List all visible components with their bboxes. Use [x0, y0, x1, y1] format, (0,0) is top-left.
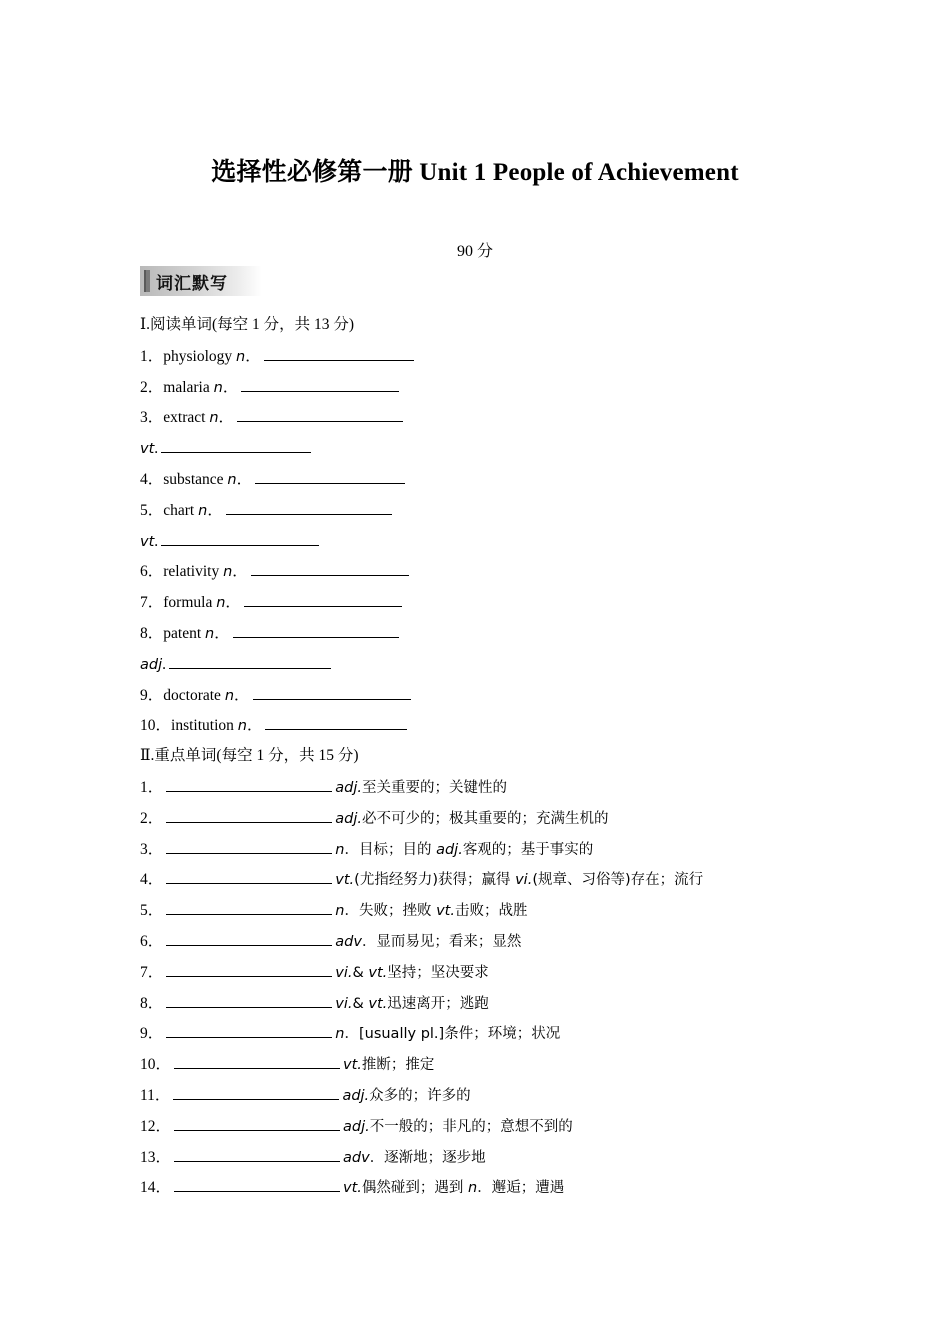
answer-blank[interactable] [169, 652, 331, 669]
answer-blank[interactable] [166, 837, 332, 854]
item-pos: vt. [343, 1057, 362, 1074]
key-item [140, 867, 840, 898]
item-pos: adj. [335, 810, 362, 827]
item-pos: n [468, 1180, 478, 1197]
key-word-list [140, 775, 840, 1206]
item-number: 6． [140, 563, 164, 581]
item-pos: n [236, 348, 246, 365]
item-number: 3． [140, 840, 164, 858]
reading-item [140, 652, 840, 683]
item-meaning: 偶然碰到；遇到 [361, 1180, 469, 1197]
item-pos: adj. [436, 841, 463, 858]
reading-item [140, 683, 840, 714]
item-meaning: (尤指经努力)获得；赢得 [354, 872, 516, 889]
answer-blank[interactable] [174, 1114, 340, 1131]
item-number: 5． [140, 902, 164, 920]
item-sep: ． [236, 470, 253, 488]
item-meaning: 至关重要的；关键性的 [362, 779, 507, 796]
section-badge [140, 266, 262, 296]
item-word: doctorate [163, 686, 225, 704]
answer-blank[interactable] [161, 529, 319, 546]
item-sep: ． [245, 347, 261, 365]
answer-blank[interactable] [265, 713, 407, 730]
section-heading-reading: Ⅰ.阅读单词(每空 1 分，共 13 分) [140, 316, 355, 333]
item-meaning: & [352, 964, 369, 981]
item-pos: vi. [335, 964, 353, 981]
item-number: 2． [140, 809, 164, 827]
key-item [140, 1114, 840, 1145]
item-number: 2． [140, 378, 164, 396]
reading-item [140, 713, 840, 744]
answer-blank[interactable] [161, 436, 311, 453]
item-meaning: 客观的；基于事实的 [462, 841, 594, 858]
item-meaning: 众多的；许多的 [369, 1087, 471, 1104]
item-meaning: 坚持；坚决要求 [387, 964, 489, 981]
answer-blank[interactable] [166, 960, 332, 977]
item-meaning: 必不可少的；极其重要的；充满生机的 [362, 810, 609, 827]
item-number: 4． [140, 871, 164, 889]
section-heading-key: Ⅱ.重点单词(每空 1 分，共 15 分) [140, 747, 359, 765]
item-word: malaria [163, 378, 214, 396]
key-item [140, 837, 840, 868]
item-pos: n [224, 687, 235, 704]
item-meaning: ．失败；挫败 [344, 903, 437, 920]
item-pos: vt. [436, 903, 455, 920]
item-pos: n [335, 1026, 345, 1043]
answer-blank[interactable] [251, 559, 409, 576]
item-sep: ． [225, 594, 241, 612]
item-meaning: 不一般的；非凡的；意想不到的 [369, 1118, 573, 1135]
key-item [140, 960, 840, 991]
answer-blank[interactable] [173, 1083, 339, 1100]
item-sep: ． [214, 624, 230, 642]
item-meaning: & [352, 995, 369, 1012]
item-meaning: ．[usually pl.]条件；环境；状况 [344, 1026, 561, 1043]
item-pos: vt. [368, 995, 388, 1012]
answer-blank[interactable] [226, 498, 392, 515]
item-pos: adv [343, 1149, 370, 1166]
item-number: 14． [140, 1179, 172, 1197]
reading-item [140, 621, 840, 652]
badge-label: 词汇默写 [156, 273, 228, 294]
item-number: 10． [140, 1056, 172, 1074]
item-pos: n [205, 625, 215, 642]
item-number: 1． [140, 778, 164, 796]
item-word: extract [163, 409, 210, 427]
item-pos: n [335, 903, 345, 920]
item-pos: vt. [343, 1180, 362, 1197]
key-item [140, 991, 840, 1022]
item-number: 4． [140, 470, 164, 488]
item-pos: vt [140, 441, 155, 458]
reading-item [140, 344, 840, 375]
reading-item [140, 405, 840, 436]
answer-blank[interactable] [166, 806, 332, 823]
exercise-list [140, 313, 840, 1206]
answer-blank[interactable] [166, 1021, 332, 1038]
reading-item [140, 467, 840, 498]
reading-item [140, 590, 840, 621]
item-pos: n [213, 379, 223, 396]
reading-item [140, 559, 840, 590]
answer-blank[interactable] [174, 1145, 340, 1162]
key-item [140, 1175, 840, 1206]
item-number: 8． [140, 624, 164, 642]
item-meaning: ．逐渐地；逐步地 [369, 1149, 486, 1166]
item-sep: ． [207, 501, 223, 519]
item-number: 5． [140, 501, 164, 519]
answer-blank[interactable] [255, 467, 405, 484]
answer-blank[interactable] [264, 344, 414, 361]
answer-blank[interactable] [241, 375, 399, 392]
item-meaning: ．邂逅；遭遇 [477, 1180, 565, 1197]
item-pos: vi. [515, 872, 533, 889]
item-pos: adv [335, 933, 362, 950]
item-number: 11． [140, 1086, 171, 1104]
answer-blank[interactable] [166, 929, 332, 946]
item-word: physiology [163, 347, 237, 365]
item-number: 8． [140, 994, 164, 1012]
item-word: patent [163, 624, 206, 642]
item-word: relativity [163, 563, 224, 581]
item-sep: ． [246, 717, 263, 735]
item-pos: n [237, 718, 247, 735]
item-pos: n [335, 841, 345, 858]
item-number: 9． [140, 1025, 164, 1043]
item-pos: adj. [335, 779, 362, 796]
item-number: 7． [140, 963, 164, 981]
item-pos: vt [140, 533, 155, 550]
item-number: 10． [140, 717, 172, 735]
item-sep: ． [234, 686, 250, 704]
item-pos: n [209, 410, 219, 427]
badge-bar-icon [144, 270, 150, 292]
key-item [140, 1145, 840, 1176]
item-pos: adj [140, 656, 163, 673]
item-word: institution [171, 717, 238, 735]
key-item [140, 1083, 840, 1114]
item-number: 13． [140, 1148, 172, 1166]
item-pos: n [198, 502, 208, 519]
item-meaning: 推断；推定 [361, 1057, 435, 1074]
answer-blank[interactable] [244, 590, 402, 607]
item-meaning: (规章、习俗等)存在；流行 [532, 872, 704, 889]
key-item [140, 1021, 840, 1052]
answer-blank[interactable] [166, 775, 332, 792]
item-word: formula [163, 594, 217, 612]
item-sep: ． [222, 378, 239, 396]
answer-blank[interactable] [174, 1175, 340, 1192]
item-number: 9． [140, 686, 164, 704]
reading-item [140, 375, 840, 406]
answer-blank[interactable] [166, 991, 332, 1008]
item-sep: . [154, 532, 159, 550]
key-item [140, 898, 840, 929]
item-sep: ． [218, 409, 235, 427]
item-number: 7． [140, 594, 164, 612]
item-word: substance [163, 470, 228, 488]
answer-blank[interactable] [166, 867, 332, 884]
item-pos: adj. [342, 1087, 370, 1104]
item-meaning: ．目标；目的 [344, 841, 437, 858]
item-sep: . [154, 440, 159, 458]
answer-blank[interactable] [253, 683, 411, 700]
reading-word-list [140, 344, 840, 744]
item-meaning: 迅速离开；逃跑 [387, 995, 489, 1012]
item-pos: adj. [343, 1118, 370, 1135]
page-title: 选择性必修第一册 Unit 1 People of Achievement [211, 159, 739, 186]
reading-item [140, 498, 840, 529]
item-meaning: 击败；战胜 [454, 903, 528, 920]
answer-blank[interactable] [166, 898, 332, 915]
item-pos: n [227, 471, 237, 488]
item-word: chart [163, 501, 199, 519]
item-pos: vt. [335, 872, 355, 889]
answer-blank[interactable] [237, 405, 403, 422]
answer-blank[interactable] [233, 621, 399, 638]
item-number: 1． [140, 347, 164, 365]
key-item [140, 775, 840, 806]
item-number: 6． [140, 932, 164, 950]
item-number: 12． [140, 1117, 172, 1135]
item-pos: vi. [335, 995, 353, 1012]
reading-item [140, 436, 840, 467]
item-pos: n [223, 564, 233, 581]
key-item [140, 806, 840, 837]
item-meaning: ．显而易见；看来；显然 [361, 933, 522, 950]
key-item [140, 929, 840, 960]
item-number: 3． [140, 409, 164, 427]
item-sep: . [162, 655, 166, 673]
answer-blank[interactable] [174, 1052, 340, 1069]
item-pos: vt. [368, 964, 388, 981]
total-score: 90 分 [456, 243, 493, 260]
key-item [140, 1052, 840, 1083]
item-sep: ． [232, 563, 248, 581]
reading-item [140, 529, 840, 560]
item-pos: n [216, 595, 226, 612]
